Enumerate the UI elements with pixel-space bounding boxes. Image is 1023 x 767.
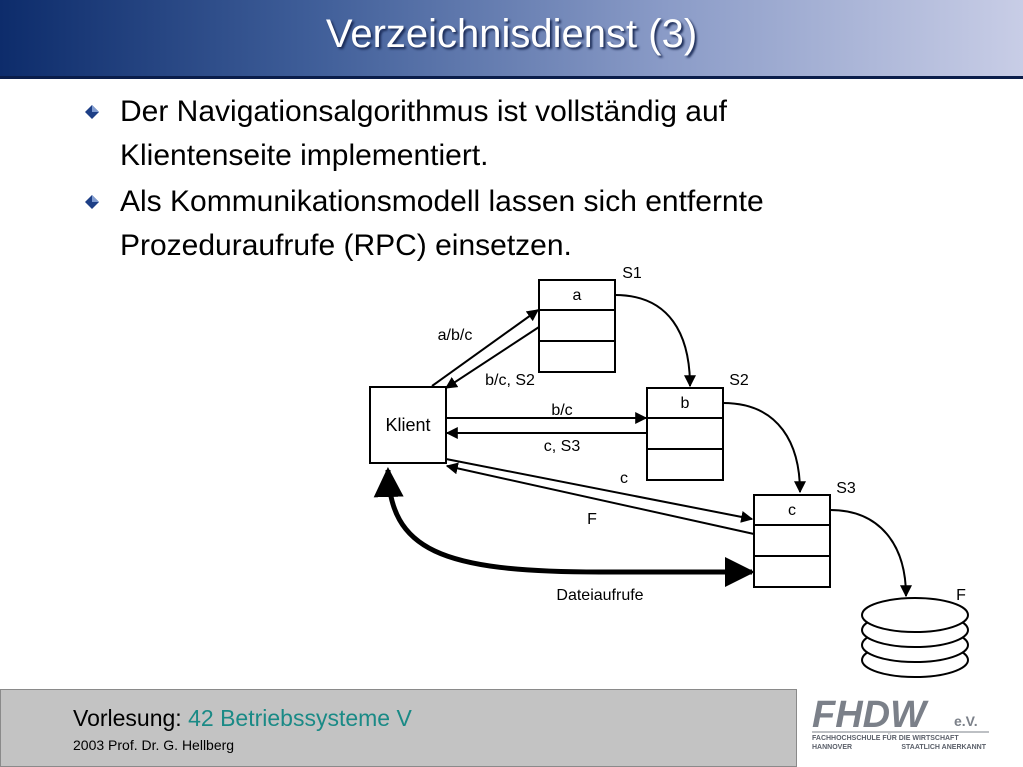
server-s2	[647, 372, 749, 480]
logo-suffix: e.V.	[954, 713, 978, 729]
bullet-1-line-2: Klientenseite implementiert.	[120, 139, 489, 172]
fhdw-logo	[808, 690, 993, 760]
client-label: Klient	[385, 415, 431, 435]
navigation-diagram	[360, 258, 980, 690]
bullet-item	[84, 90, 984, 178]
footer-course-line	[73, 705, 412, 732]
s2-label: S2	[729, 372, 749, 389]
bullet-list	[84, 90, 984, 270]
edge-s3-to-file	[830, 510, 906, 596]
edge-s2-to-s3	[723, 403, 800, 492]
server-s3	[754, 480, 856, 587]
footer-credit: 2003 Prof. Dr. G. Hellberg	[73, 737, 235, 753]
bullet-2-line-2: Prozeduraufrufe (RPC) einsetzen.	[120, 229, 572, 262]
s3-entry: c	[788, 502, 796, 519]
edge-label-to-s3: c	[620, 470, 628, 487]
edge-label-from-s3: F	[587, 511, 597, 528]
bullet-2-line-1: Als Kommunikationsmodell lassen sich entfernte	[120, 185, 764, 218]
logo-text: FHDW	[812, 694, 926, 736]
s2-entry: b	[680, 395, 690, 412]
diamond-bullet-icon	[84, 194, 100, 210]
logo-subline-2-left: HANNOVER	[812, 744, 853, 751]
edge-label-file-access: Dateiaufrufe	[556, 587, 644, 604]
edge-label-from-s2: c, S3	[543, 438, 581, 455]
bullet-1-line-1: Der Navigationsalgorithmus ist vollständig auf	[120, 95, 727, 128]
edge-label-to-s2: b/c	[551, 402, 573, 419]
edge-label-to-s1: a/b/c	[437, 327, 473, 344]
bullet-item	[84, 180, 984, 268]
logo-subline-2-right: STAATLICH ANERKANNT	[901, 744, 986, 751]
s1-entry: a	[572, 287, 582, 304]
s1-label: S1	[622, 265, 642, 282]
logo-subline-1: FACHHOCHSCHULE FÜR DIE WIRTSCHAFT	[812, 735, 959, 742]
footer-prefix: Vorlesung:	[73, 705, 182, 731]
server-s1	[539, 265, 642, 372]
file-storage-icon	[862, 598, 968, 677]
edge-label-from-s1: b/c, S2	[485, 372, 535, 389]
s3-label: S3	[836, 480, 856, 497]
slide-title: Verzeichnisdienst (3)	[325, 12, 698, 56]
edge-s1-to-s2	[615, 295, 690, 386]
footer-course-name: 42 Betriebssysteme V	[188, 705, 412, 731]
title-underline	[0, 76, 1023, 79]
file-label: F	[956, 587, 966, 604]
diamond-bullet-icon	[84, 104, 100, 120]
